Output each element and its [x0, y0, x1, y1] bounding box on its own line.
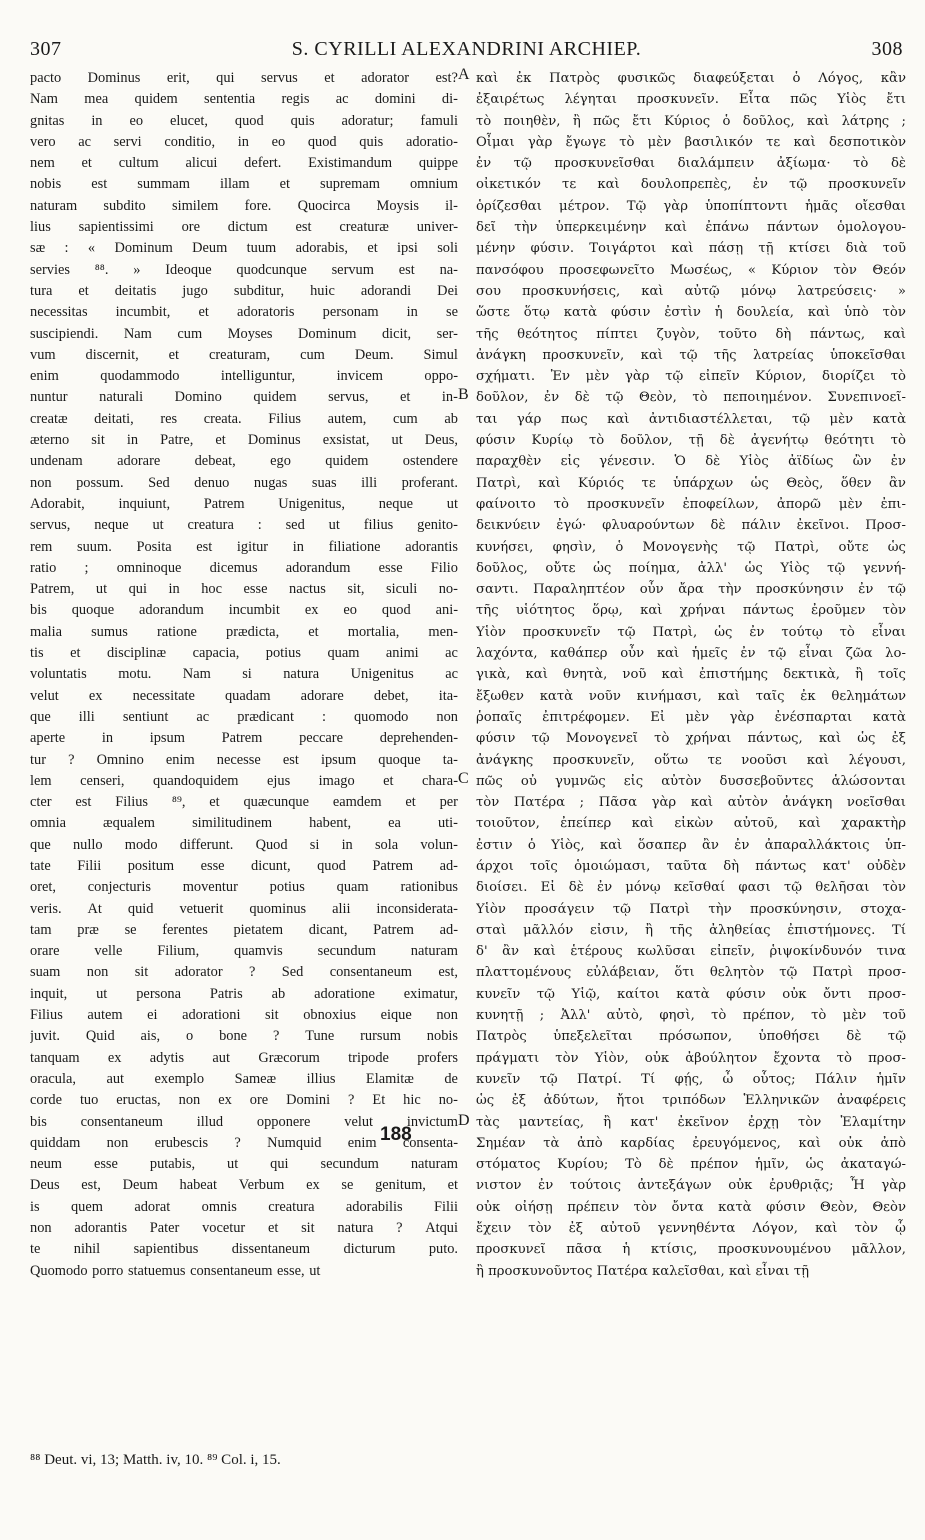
- greek-text-line: φύσιν Κυρίῳ τὸ δοῦλον, τῇ δὲ ἀγενήτῳ θεότητι τὸ: [476, 433, 906, 449]
- greek-text-line: σταὶ μᾶλλόν εἰσιν, ἢ τῆς ἀληθείας ἐπιστήμονες. Τί: [476, 922, 906, 938]
- latin-text-line: juvit. Quid ais, o bone ? Tune rursum nobis: [30, 1028, 458, 1045]
- left-page-number: 307: [30, 38, 62, 60]
- latin-text-line: Deus est, Deum habeat Verbum ex se genitum, et: [30, 1177, 458, 1194]
- greek-text-line: δοῦλος, οὔτε ὡς ποίημα, ἀλλ' ὡς Υἱὸς τῷ γεννή-: [476, 560, 906, 576]
- latin-text-line: Filius autem ei adorationi sit obnoxius eique non: [30, 1007, 458, 1024]
- section-marker-d: D: [458, 1112, 470, 1129]
- greek-text-line: τὸν Πατέρα ; Πᾶσα γὰρ καὶ αὐτὸν ἀνάγκη νοεῖσθαι: [476, 795, 906, 811]
- greek-text-line: ται γάρ πως καὶ ἀντιδιαστέλλεται, τῷ μὲν κατὰ: [476, 411, 906, 427]
- greek-text-line: Σημέαν τὰ ἀπὸ καρδίας ἐρευγόμενος, καὶ οὐκ ἀπὸ: [476, 1135, 906, 1151]
- greek-text-line: καὶ ἐκ Πατρὸς φυσικῶς διαφεύξεται ὁ Λόγος, κἂν: [476, 71, 906, 86]
- greek-text-line: ἐν τῷ προσκυνεῖσθαι διαλάμπειν ἀξίωμα· τὸ δὲ: [476, 156, 906, 172]
- latin-text-line: que illi sentiunt ac prædicant : quomodo non: [30, 708, 458, 725]
- latin-text-line: cter est Filius ⁸⁹, et quæcunque eamdem et per: [30, 794, 458, 811]
- greek-text-line: οἰκετικόν τε καὶ δουλοπρεπὲς, ἐν τῷ προσκυνεῖν: [476, 177, 906, 193]
- greek-text-line: κυνητῇ ; Ἀλλ' αὐτὸ, φησὶ, τὸ πρέπον, τὸ μὲν τοῦ: [476, 1008, 906, 1024]
- latin-text-line: pacto Dominus erit, qui servus et adorator est?: [30, 70, 458, 86]
- greek-text-line: δ' ἂν καὶ ἑτέρους κωλῦσαι εἰπεῖν, ῥιψοκίνδυνόν τινα: [476, 944, 906, 960]
- latin-text-line: tanquam ex adytis aut Græcorum tripode profers: [30, 1049, 458, 1066]
- greek-text-line: δεικνύειν ἐγώ· φλυαρούντων δὲ πάλιν ἐκεῖνοι. Προσ-: [476, 518, 906, 534]
- latin-text-line: is quem adorat omnis creatura adorabilis Filii: [30, 1198, 458, 1215]
- latin-text-line: non possum. Sed denuo nugas suas illi proferant.: [30, 474, 458, 491]
- greek-text-line: σαντι. Παραληπτέον οὖν ἄρα τὴν προσκύνησιν ἐν τῷ: [476, 582, 906, 598]
- greek-text-line: φαίνοιτο τὸ προσκυνεῖν ἐποφείλων, ἀπορῶ μὲν ἐπι-: [476, 496, 906, 512]
- latin-text-line: rem suum. Posita est igitur in filiatione adorantis: [30, 538, 458, 555]
- latin-text-line: orare velle Filium, quamvis secundum naturam: [30, 943, 458, 960]
- greek-text-line: ἢ προσκυνοῦντος Πατέρα καλεῖσθαι, καὶ εἶναι τῇ: [476, 1263, 810, 1279]
- latin-text-line: suam non sit adorator ? Sed consentaneum est,: [30, 964, 458, 981]
- greek-text-line: ῥοπαῖς ἐπιτρέφομεν. Εἰ μὲν γὰρ ἐνέσπαρται κατὰ: [476, 709, 906, 725]
- latin-text-line: naturam subdito similem fore. Quocirca Moysis il-: [30, 197, 458, 214]
- section-marker-b: B: [458, 386, 469, 403]
- latin-text-line: lem censeri, quandoquidem ejus imago et chara-: [30, 772, 458, 789]
- greek-text-line: ὡς ἐξ ἀδύτων, ἤτοι τριπόδων Ἑλληνικῶν ἀναφέρεις: [476, 1093, 906, 1109]
- greek-text-line: Υἱὸν προσκυνεῖν τῷ Πατρὶ, ὡς ἐν τούτῳ τὸ εἶναι: [476, 624, 906, 640]
- latin-text-line: te nihil sapientibus dissentaneum dicturum puto.: [30, 1241, 458, 1258]
- latin-text-line: servus, neque ut creatura : sed ut filius genito-: [30, 517, 458, 534]
- page-header: [30, 38, 903, 66]
- greek-text-line: λαχόντα, καθάπερ οὖν καὶ ἡμεῖς ἐν τῷ εἶναι ζῶα λο-: [476, 646, 906, 662]
- latin-text-line: malia sumus ratione prædicta, et mortalia, men-: [30, 623, 458, 640]
- greek-text-line: τὸ ποιηθὲν, ἢ πῶς ἔτι Κύριος ὁ δοῦλος, καὶ λάτρης ;: [476, 113, 906, 129]
- latin-text-line: Patrem, ut qui in hoc esse nactus sit, siculi no-: [30, 581, 458, 598]
- greek-text-line: προσκυνεῖ πᾶσα ἡ κτίσις, προσκυνουμένου μᾶλλον,: [476, 1242, 906, 1258]
- latin-text-line: oracula, aut exemplo Sameæ illius Elamitæ de: [30, 1070, 458, 1087]
- greek-text-line: ὥστε ὅτῳ κατὰ φύσιν ἐστὶν ἡ δουλεία, καὶ ὑπὸ τὸν: [476, 305, 906, 321]
- greek-text-line: δοῦλον, ἐν δὲ τῷ Θεὸν, τὸ πεποιημένον. Συνεπινοεῖ-: [476, 390, 906, 406]
- greek-text-line: πανσόφου προσεφωνεῖτο Μωσέως, « Κύριον τὸν Θεόν: [476, 262, 906, 278]
- greek-text-line: στόματος Κυρίου; Τὸ δὲ πρέπον ἡμῖν, ὡς ἀκαταγώ-: [476, 1157, 906, 1173]
- greek-text-line: κυνεῖν τῷ Υἱῷ, καίτοι κατὰ φύσιν οὐκ ὄντι προσ-: [476, 986, 906, 1002]
- greek-text-line: μένην φύσιν. Τοιγάρτοι καὶ πάσῃ τῇ κτίσει διὰ τοῦ: [476, 241, 906, 257]
- latin-text-line: voluntatis motu. Nam si natura Unigenitus ac: [30, 666, 458, 683]
- greek-text-line: ἔχειν τὸν ἐξ αὐτοῦ γεννηθέντα Λόγον, καὶ τὸν ᾧ: [476, 1221, 906, 1237]
- latin-text-line: tis et disciplinæ capacia, potius quam animi ac: [30, 645, 458, 662]
- running-title: S. CYRILLI ALEXANDRINI ARCHIEP.: [291, 38, 642, 60]
- section-marker-a: A: [458, 66, 470, 83]
- greek-text-line: διοίσει. Εἰ δὲ ἐν μόνῳ κεῖσθαί φασι τῷ θελῆσαι τὸν: [476, 880, 906, 896]
- inline-page-number: 188: [380, 1124, 412, 1145]
- greek-text-line: τῆς υἱότητος ὅρῳ, καὶ χρήναι πάντως ἐροῦμεν τὸν: [476, 603, 906, 619]
- latin-text-line: servies ⁸⁸. » Ideoque quodcunque servum est na-: [30, 261, 458, 278]
- greek-text-line: ἔξωθεν κατὰ νοῦν κινήμασι, καὶ ταῖς ἐκ θελημάτων: [476, 688, 906, 704]
- greek-text-line: ἐστιν ὁ Υἱὸς, καὶ ὅσαπερ ἂν ἐν ἀπαραλλάκτοις ὑπ-: [476, 837, 906, 853]
- greek-text-line: ὁρίζεσθαι μέτρον. Τῷ γὰρ ὑποπίπτοντι ἡμᾶς οἴεσθαι: [476, 198, 906, 214]
- latin-text-line: tate Filii positum esse dicunt, quod Patrem ad-: [30, 857, 458, 874]
- greek-text-line: φύσιν τῷ Μονογενεῖ τὸ χρήναι πάντως, καὶ ὡς ἐξ: [476, 731, 906, 747]
- latin-text-line: non adorantis Pater vocetur et sit natura ? Atqui: [30, 1220, 458, 1237]
- greek-text-line: σχήματι. Ἐν μὲν γὰρ τῷ εἰπεῖν Κύριον, διορίζει τὸ: [476, 369, 906, 385]
- latin-text-line: nuntur naturali Domino quidem servus, et in-: [30, 389, 458, 406]
- greek-text-line: τοιοῦτον, ἐπείπερ καὶ εἰκὼν αὐτοῦ, καὶ χαρακτὴρ: [476, 816, 906, 832]
- latin-text-line: nobis est summam illam et supremam omnium: [30, 176, 458, 193]
- latin-text-line: suscipiendi. Nam cum Moyses Dominum dicit, ser-: [30, 325, 458, 342]
- latin-text-line: necessitas incumbit, et adoratoris personam in se: [30, 304, 458, 321]
- greek-text-line: παραχθὲν εἰς γένεσιν. Ὁ δὲ Υἱὸς ἀϊδίως ὢν ἐν: [476, 454, 906, 470]
- latin-text-line: nem et cultum alicui defert. Existimandum quippe: [30, 155, 458, 172]
- latin-text-line: æterno sit in Patre, et Dominus exsistat, ut Deus,: [30, 432, 458, 449]
- greek-text-line: πράγματι τὸν Υἱὸν, οὐκ ἀβούλητον ἔχοντα τὸ προσ-: [476, 1050, 906, 1066]
- latin-text-line: neum esse putabis, ut qui secundum naturam: [30, 1156, 458, 1173]
- latin-text-line: tur ? Omnino enim necesse est ipsum quoque ta-: [30, 751, 458, 768]
- footnote: ⁸⁸ Deut. vi, 13; Matth. iv, 10. ⁸⁹ Col. i, 15.: [30, 1452, 281, 1468]
- latin-text-line: Quomodo porro statuemus consentaneum esse, ut: [30, 1262, 321, 1279]
- latin-text-line: Nam mea quidem sententia regis ac domini di-: [30, 91, 458, 108]
- latin-text-line: sæ : « Dominum Deum tuum adorabis, et ipsi soli: [30, 240, 458, 257]
- latin-text-line: undenam adorare debeat, ego quidem ostendere: [30, 453, 458, 470]
- greek-text-line: κυνεῖν τῷ Πατρί. Τί φῄς, ὦ οὗτος; Πάλιν ἡμῖν: [476, 1071, 906, 1087]
- greek-text-line: δεῖ τὴν ὑπερκειμένην καὶ ἐπάνω πάντων ὁμολογου-: [476, 220, 906, 236]
- latin-text-line: aperte in ipsum Patrem peccare deprehenden-: [30, 730, 458, 747]
- latin-text-line: omnia æqualem similitudinem habent, ea uti-: [30, 815, 458, 832]
- latin-text-line: gnitas in eo elucet, quod quis adoratur; famuli: [30, 112, 458, 129]
- greek-text-line: ἀνάγκη προσκυνεῖν, καὶ τῷ τῆς λατρείας ὑποκεῖσθαι: [476, 347, 906, 363]
- latin-text-line: quiddam non erubescis ? Numquid enim consenta-: [30, 1134, 458, 1151]
- greek-text-line: κυνήσει, φησὶν, ὁ Μονογενὴς τῷ Πατρὶ, οὔτε ὡς: [476, 539, 906, 555]
- greek-text-line: οὐκ οἰήσῃ πρέπειν τὸν ὄντα κατὰ φύσιν Θεὸν, Θεὸν: [476, 1199, 906, 1215]
- latin-text-line: inquit, ut persona Patris ab adoratione eximatur,: [30, 985, 458, 1002]
- latin-text-line: bis consentaneum illud opponere velut invictum: [30, 1113, 458, 1130]
- greek-text-line: τὰς μαντείας, ἢ κατ' ἐκεῖνον ἐρχῃ τὸν Ἐλαμίτην: [476, 1114, 906, 1130]
- latin-text-line: Adorabit, inquiunt, Patrem Unigenitus, neque ut: [30, 495, 458, 512]
- latin-text-line: corde tuo eructas, non ex ore Domini ? Et hic no-: [30, 1092, 458, 1109]
- latin-text-line: lius sapientissimi ore dictum est creaturæ univer-: [30, 219, 458, 236]
- latin-text-line: oret, conjecturis moventur potius quam rationibus: [30, 879, 458, 896]
- greek-text-line: άρχοι τοῖς ὁμοιώμασι, ταῦτα δὴ πάντως κατ' οὐδὲν: [476, 858, 906, 874]
- greek-text-line: Πατρὸς ὑπεξελεῖται πρόσωπον, ὑποθήσει δὲ τῷ: [476, 1029, 906, 1045]
- greek-text-line: σου προσκυνήσεις, καὶ αὐτῷ μόνῳ λατρεύσεις· »: [476, 283, 906, 299]
- latin-text-line: vum discernit, et creaturam, cum Deum. Simul: [30, 346, 458, 363]
- greek-text-line: Οἶμαι γὰρ ἔγωγε τὸ μὲν βασιλικόν τε καὶ δεσποτικὸν: [476, 134, 906, 150]
- latin-text-line: enim quodammodo intelliguntur, invicem oppo-: [30, 368, 458, 385]
- latin-text-line: tam præ se ferentes pietatem dicant, Patrem ad-: [30, 921, 458, 938]
- latin-text-line: vero ac servi conditio, in eo quod quis adoratio-: [30, 133, 458, 150]
- latin-text-line: ratio ; omninoque dicemus adorandum esse Filio: [30, 559, 458, 576]
- latin-text-line: tura et deitatis jugo subditur, huic adorandi Dei: [30, 282, 458, 299]
- latin-text-line: que nullo modo differunt. Quod si in sola volun-: [30, 836, 458, 853]
- greek-column: [476, 68, 906, 1448]
- latin-text-line: veris. At quid vetuerit quominus alii inconsiderata-: [30, 900, 458, 917]
- greek-text-line: πῶς οὐ γυμνῶς εἰς αὐτὸν δυσσεβοῦντες ἁλώσονται: [476, 773, 906, 789]
- greek-text-line: ἐξαιρέτως λέγηται προσκυνεῖν. Εἶτα πῶς Υἱὸς ἔτι: [476, 92, 906, 108]
- latin-text-line: bis quoque adorandum incumbit ex eo quod ani-: [30, 602, 458, 619]
- greek-text-line: νιστον ἐν τούτοις ἀντεξάγων οὐκ ἐρυθριᾷς; Ἦ γὰρ: [476, 1178, 906, 1194]
- right-page-number: 308: [871, 38, 903, 60]
- latin-text-line: creatæ deitati, res creata. Filius autem, cum ab: [30, 410, 458, 427]
- greek-text-line: γικὰ, καὶ θνητὰ, νοῦ καὶ ἐπιστήμης δεκτικὰ, ἢ τοῖς: [476, 667, 906, 683]
- greek-text-line: ἀνάγκης προσκυνεῖν, οὕτω τε νοοῦσι καὶ λέγουσι,: [476, 752, 906, 768]
- latin-column: [30, 68, 458, 1448]
- latin-text-line: velut ex necessitate quadam adorare debet, ita-: [30, 687, 458, 704]
- section-marker-c: C: [458, 770, 469, 787]
- greek-text-line: πλαττομένους εὐλάβειαν, ὅτι θελητὸν τῷ Πατρὶ προσ-: [476, 965, 906, 981]
- greek-text-line: Υἱὸν προσάγειν τῷ Πατρὶ τὴν προσκύνησιν, στοχα-: [476, 901, 906, 917]
- greek-text-line: Πατρὶ, καὶ Κύριός τε ὑπάρχων ὡς Θεὸς, ὅθεν ἂν: [476, 475, 906, 491]
- greek-text-line: τῆς θεότητος πίπτει ζυγὸν, τοῦτο δὴ πάντως, καὶ: [476, 326, 906, 342]
